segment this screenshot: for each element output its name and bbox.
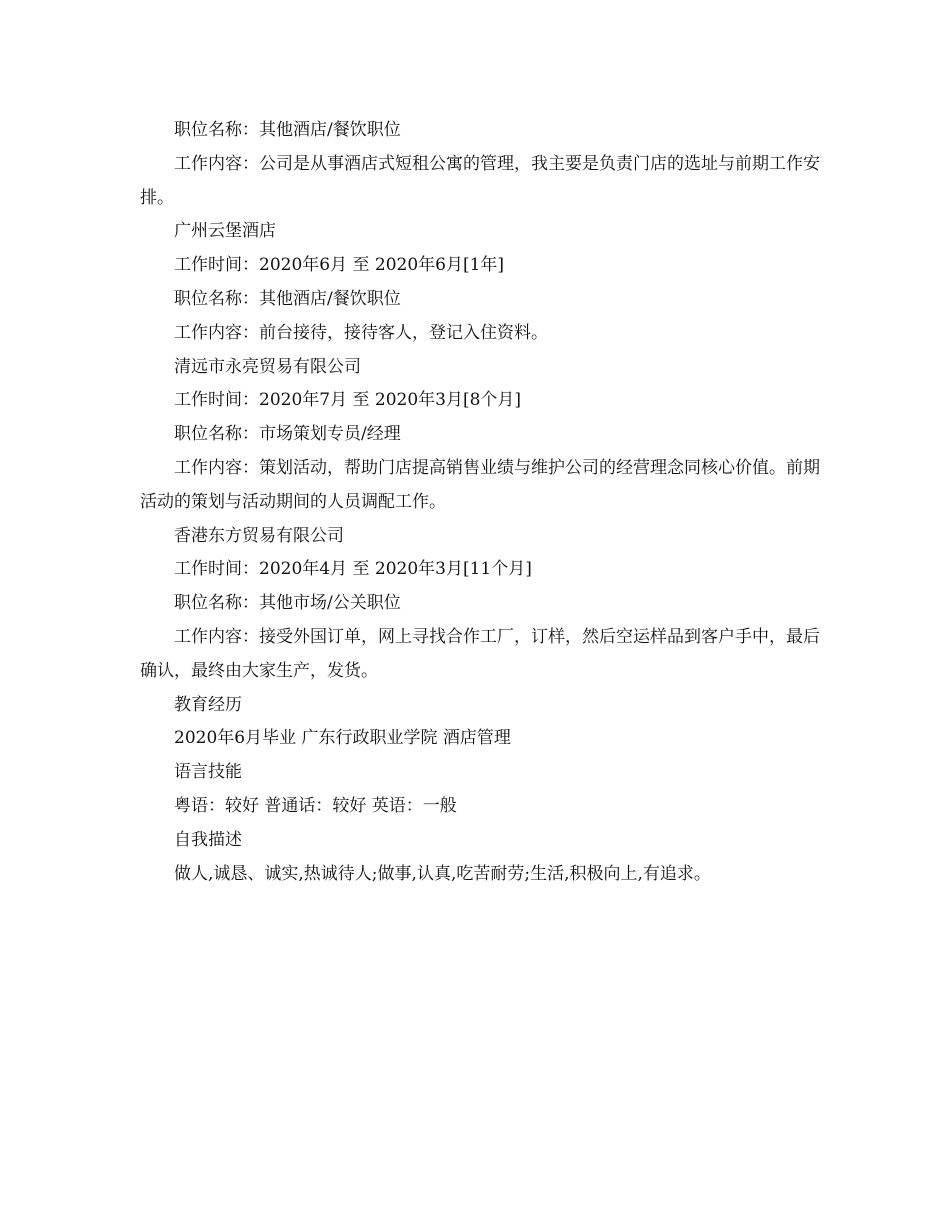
- section-heading-self-description: 自我描述: [174, 829, 242, 850]
- section-heading-language: 语言技能: [174, 762, 242, 783]
- work-period-line: 工作时间：2020年7月 至 2020年3月[8个月]: [174, 390, 522, 411]
- work-period-line: 工作时间：2020年4月 至 2020年3月[11个月]: [174, 559, 532, 580]
- job-title-line: 职位名称：其他酒店/餐饮职位: [174, 120, 401, 140]
- document-body: [140, 114, 820, 891]
- work-period-line: 工作时间：2020年6月 至 2020年6月[1年]: [174, 255, 505, 276]
- language-skills-line: 粤语：较好 普通话：较好 英语：一般: [174, 795, 457, 816]
- education-line: 2020年6月毕业 广东行政职业学院 酒店管理: [174, 728, 511, 749]
- job-title-line: 职位名称：其他酒店/餐饮职位: [174, 288, 401, 309]
- job-description-line: 工作内容：公司是从事酒店式短租公寓的管理，我主要是负责门店的选址与前期工作安排。: [140, 153, 820, 208]
- job-title-line: 职位名称：其他市场/公关职位: [174, 593, 401, 614]
- self-description-line: 做人,诚恳、诚实,热诚待人;做事,认真,吃苦耐劳;生活,积极向上,有追求。: [174, 863, 711, 884]
- job-description-line: 工作内容：策划活动，帮助门店提高销售业绩与维护公司的经营理念同核心价值。前期活动的策划与活动期间的人员调配工作。: [140, 457, 820, 512]
- job-title-line: 职位名称：市场策划专员/经理: [174, 424, 401, 445]
- company-name: 清远市永亮贸易有限公司: [174, 356, 361, 377]
- section-heading-education: 教育经历: [174, 694, 242, 715]
- company-name: 广州云堡酒店: [174, 221, 276, 242]
- job-description-line: 工作内容：前台接待，接待客人，登记入住资料。: [174, 322, 548, 343]
- company-name: 香港东方贸易有限公司: [174, 525, 344, 546]
- job-description-line: 工作内容：接受外国订单，网上寻找合作工厂，订样，然后空运样品到客户手中，最后确认，最终由大家生产，发货。: [140, 626, 820, 681]
